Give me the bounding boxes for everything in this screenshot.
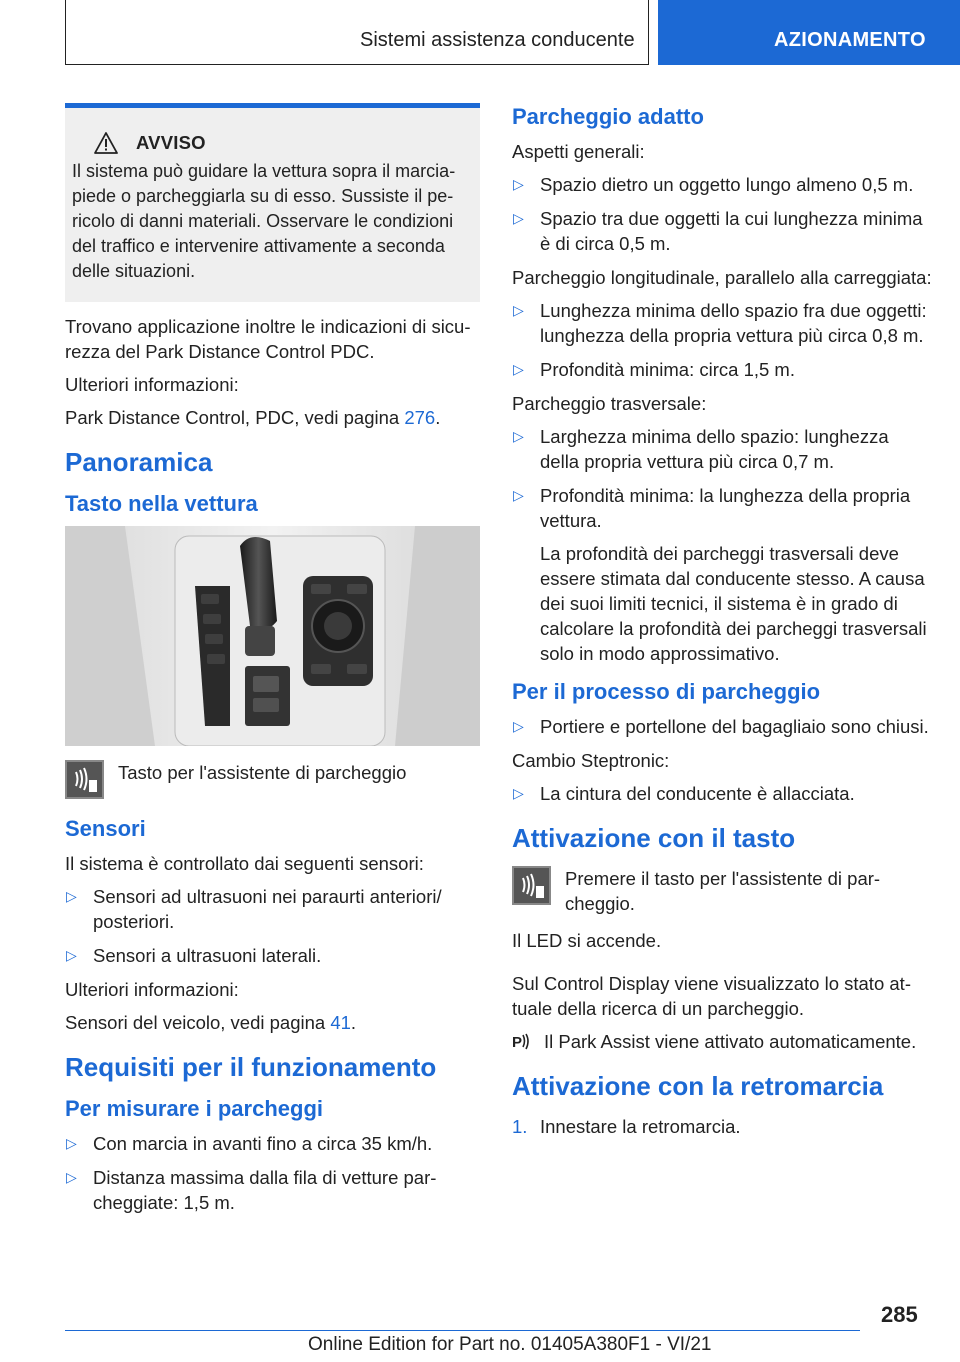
steptronic-list [512, 781, 932, 806]
warning-body: Il sistema può guidare la vettura sopra il marciapiede o parcheggiarla su di esso. Sussiste il pericolo di danni materiali. Osservare le condizioni del traffico e intervenire attivamente a seconda delle situazioni. [72, 161, 456, 281]
processo-list [512, 714, 932, 739]
heading-panoramica: Panoramica [65, 447, 213, 477]
list-item: ▷ Sensori ad ultrasuoni nei paraurti anteriori/ posteriori. [66, 886, 442, 932]
heading-parcheggio-adatto: Parcheggio adatto [512, 104, 704, 129]
pdc-reference-text: Park Distance Control, PDC, vedi pagina [65, 407, 405, 428]
triangle-bullet-icon: ▷ [513, 428, 524, 444]
center-console-illustration [65, 526, 480, 746]
list-item: ▷ Profondità minima: la lunghezza della propria vettura. La profondità dei parcheggi trasversali deve essere stimata dal conducente stesso. A causa dei suoi limiti tecnici, il sistema è in grado di calcolare la profondità dei parcheggi trasversali solo in modo approssimativo. [512, 483, 932, 666]
svg-text:P: P [512, 1033, 523, 1051]
right-column [512, 103, 932, 1139]
list-item: ▷ Larghezza minima dello spazio: lunghezza della propria vettura più circa 0,7 m. [513, 426, 889, 472]
warning-title: AVVISO [136, 132, 206, 153]
triangle-bullet-icon: ▷ [66, 1135, 77, 1151]
more-info-label: Ulteriori informazioni: [65, 979, 239, 1000]
triangle-bullet-icon: ▷ [513, 718, 524, 734]
triangle-bullet-icon: ▷ [513, 176, 524, 192]
display-text: Sul Control Display viene visualizzato lo stato attuale della ricerca di un parcheggio. [512, 973, 911, 1019]
list-item: 1. Innestare la retromarcia. [512, 1116, 741, 1137]
heading-attivazione-retro: Attivazione con la retromarcia [512, 1071, 884, 1101]
warning-header [72, 130, 470, 155]
longitudinal-label: Parcheggio longitudinale, parallelo alla carreggiata: [512, 267, 932, 288]
list-item: ▷ Lunghezza minima dello spazio fra due oggetti: lunghezza della propria vettura più circa 0,8 m. [513, 300, 927, 346]
park-assist-button-icon [512, 866, 551, 905]
footer-edition: Online Edition for Part no. 01405A380F1 - VI/21 [308, 1334, 712, 1355]
list-item: ▷ Spazio tra due oggetti la cui lunghezza minima è di circa 0,5 m. [513, 208, 923, 254]
pdc-page-link[interactable]: 276 [404, 407, 436, 428]
step-number: 1. [512, 1116, 528, 1137]
page-number: 285 [881, 1302, 918, 1327]
list-item: ▷ Distanza massima dalla fila di vetture parcheggiate: 1,5 m. [66, 1167, 437, 1213]
misurare-list [65, 1131, 480, 1215]
general-list [512, 172, 932, 256]
list-item: ▷ Spazio dietro un oggetto lungo almeno 0,5 m. [513, 174, 914, 195]
list-item: ▷ Portiere e portellone del bagagliaio sono chiusi. [513, 716, 929, 737]
led-text: Il LED si accende. [512, 930, 662, 951]
triangle-bullet-icon: ▷ [513, 785, 524, 801]
triangle-bullet-icon: ▷ [66, 888, 77, 904]
footer-rule [65, 1330, 860, 1331]
triangle-bullet-icon: ▷ [513, 361, 524, 377]
steptronic-label: Cambio Steptronic: [512, 750, 670, 771]
left-column [65, 103, 480, 1224]
caption-row [65, 760, 480, 799]
header-chapter-tab[interactable] [658, 0, 960, 65]
general-label: Aspetti generali: [512, 141, 645, 162]
list-item: ▷ La cintura del conducente è allacciata. [513, 783, 855, 804]
list-item: ▷ Sensori a ultrasuoni laterali. [66, 945, 322, 966]
console-photo [65, 526, 480, 746]
safety-paragraph: Trovano applicazione inoltre le indicazioni di sicurezza del Park Distance Control PDC. [65, 316, 471, 362]
transversal-note: La profondità dei parcheggi trasversali deve essere stimata dal conducente stesso. A causa dei suoi limiti tecnici, il sistema è in grado di calcolare la profondità dei parcheggi trasversali solo in modo approssimativo. [540, 543, 927, 664]
pdc-reference [65, 405, 480, 430]
sensori-page-link[interactable]: 41 [330, 1012, 351, 1033]
list-item: ▷ Con marcia in avanti fino a circa 35 km/h. [66, 1133, 433, 1154]
longitudinal-list [512, 298, 932, 382]
header-section-title: Sistemi assistenza conducente [360, 29, 635, 51]
triangle-bullet-icon: ▷ [66, 947, 77, 963]
header-right-rule [648, 0, 649, 65]
triangle-bullet-icon: ▷ [513, 487, 524, 503]
park-assist-small-icon [512, 1032, 534, 1052]
photo-caption: Tasto per l'assistente di parcheggio [118, 762, 407, 783]
heading-requisiti: Requisiti per il funzionamento [65, 1052, 437, 1082]
sensori-reference: Sensori del veicolo, vedi pagina 41. [65, 1012, 357, 1033]
heading-tasto: Tasto nella vettura [65, 491, 258, 516]
press-button-row [512, 866, 932, 916]
press-instruction: Premere il tasto per l'assistente di parcheggio. [565, 868, 881, 914]
retro-steps [512, 1114, 932, 1139]
list-item: ▷ Profondità minima: circa 1,5 m. [513, 359, 795, 380]
triangle-bullet-icon: ▷ [513, 210, 524, 226]
pdc-reference-end: . [435, 407, 441, 428]
transversal-list [512, 424, 932, 666]
warning-box [65, 103, 480, 302]
sensori-list [65, 884, 480, 968]
transversal-label: Parcheggio trasversale: [512, 393, 707, 414]
more-info-label: Ulteriori informazioni: [65, 374, 239, 395]
park-assist-button-icon [65, 760, 104, 799]
header-left-rule [65, 0, 66, 65]
triangle-bullet-icon: ▷ [66, 1169, 77, 1185]
heading-attivazione-tasto: Attivazione con il tasto [512, 823, 796, 853]
heading-misurare: Per misurare i parcheggi [65, 1096, 323, 1121]
heading-processo: Per il processo di parcheggio [512, 679, 821, 704]
header-chapter-label: AZIONAMENTO [774, 29, 926, 51]
auto-activation: P Il Park Assist viene attivato automaticamente. [512, 1031, 917, 1052]
heading-sensori: Sensori [65, 816, 146, 841]
warning-icon [94, 132, 118, 154]
triangle-bullet-icon: ▷ [513, 302, 524, 318]
sensori-intro: Il sistema è controllato dai seguenti sensori: [65, 853, 424, 874]
header-bottom-rule [65, 64, 648, 65]
